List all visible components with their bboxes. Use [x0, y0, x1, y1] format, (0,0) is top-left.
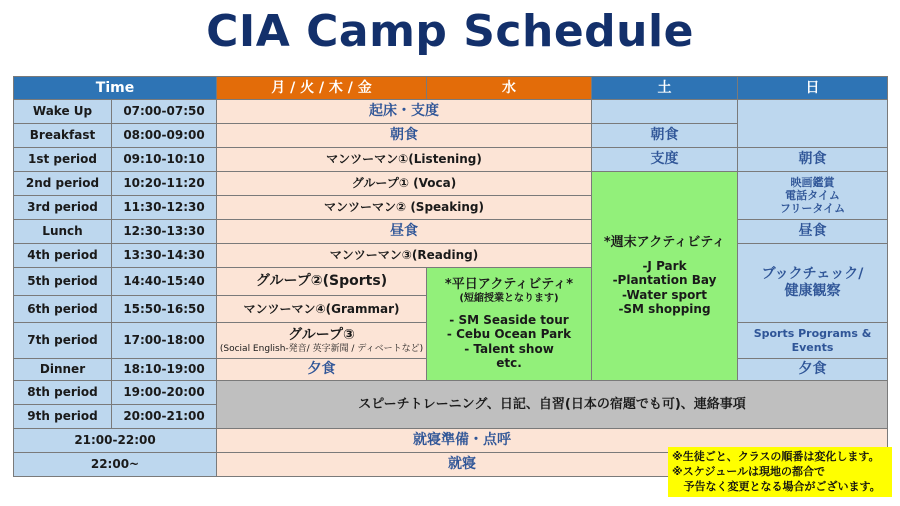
row-label: 4th period [14, 244, 112, 268]
row-time: 21:00-22:00 [14, 429, 217, 453]
header-sun: 日 [738, 77, 888, 100]
sun-sports-line: Events [791, 340, 834, 354]
wed-activity-item: etc. [496, 356, 522, 371]
wed-activity-title: *平日アクティビティ* [444, 277, 574, 293]
wed-activity-item: - SM Seaside tour [449, 313, 569, 328]
row-time: 17:00-18:00 [112, 323, 217, 359]
row-label: 5th period [14, 268, 112, 296]
header-wed: 水 [427, 77, 592, 100]
wed-activity-spacer [427, 305, 591, 313]
row-time: 19:00-20:00 [112, 381, 217, 405]
cell-sun-dinner: 夕食 [738, 359, 888, 381]
notice-line: ※生徒ごと、クラスの順番は変化します。 [672, 450, 880, 463]
row-label: Dinner [14, 359, 112, 381]
cell-p7 [217, 323, 427, 359]
cell-p3: マンツーマン② (Speaking) [217, 196, 592, 220]
row-time: 22:00~ [14, 453, 217, 477]
cell-sun-free [738, 172, 888, 220]
cell-sun-sports [738, 323, 888, 359]
sat-activity-title: *週末アクティビティ [603, 235, 726, 251]
sat-activity-item: -Plantation Bay [612, 273, 717, 288]
row-time: 20:00-21:00 [112, 405, 217, 429]
row-label: 7th period [14, 323, 112, 359]
notice-line: ※スケジュールは現地の都合で [672, 465, 826, 478]
header-sat: 土 [592, 77, 738, 100]
cell-sat-p1: 支度 [592, 148, 738, 172]
cell-p5: グループ②(Sports) [217, 268, 427, 296]
bedprep-text: 就寝準備・点呼 [413, 432, 511, 449]
sat-activity-item: -Water sport [622, 287, 707, 302]
row-time: 11:30-12:30 [112, 196, 217, 220]
cell-sat-breakfast: 朝食 [592, 124, 738, 148]
row-label: 9th period [14, 405, 112, 429]
sun-checkout-line: 健康観察 [784, 283, 841, 299]
cell-dinner: 夕食 [217, 359, 427, 381]
sun-sports-line: Sports Programs & [753, 327, 872, 341]
row-label: 2nd period [14, 172, 112, 196]
wed-activity-note: (短縮授業となります) [459, 293, 559, 305]
sun-free-item: フリータイム [779, 202, 846, 216]
row-label: 1st period [14, 148, 112, 172]
cell-wed-activity [427, 268, 592, 381]
cell-sat-wakeup [592, 100, 738, 124]
row-time: 18:10-19:00 [112, 359, 217, 381]
row-time: 13:30-14:30 [112, 244, 217, 268]
row-time: 10:20-11:20 [112, 172, 217, 196]
row-label: Lunch [14, 220, 112, 244]
row-label: 3rd period [14, 196, 112, 220]
cell-sat-activity [592, 172, 738, 381]
cell-p4: マンツーマン③(Reading) [217, 244, 592, 268]
row-time: 14:40-15:40 [112, 268, 217, 296]
notice-line: 予告なく変更となる場合がございます。 [672, 480, 881, 493]
row-label: 6th period [14, 296, 112, 323]
header-weekday: 月 / 火 / 木 / 金 [217, 77, 427, 100]
row-time: 09:10-10:10 [112, 148, 217, 172]
cell-lunch: 昼食 [217, 220, 592, 244]
sat-activity-item: -J Park [642, 259, 687, 274]
schedule-table [13, 76, 888, 477]
row-time: 12:30-13:30 [112, 220, 217, 244]
p7-title: グループ③ [288, 326, 355, 343]
cell-evening: スピーチトレーニング、日記、自習(日本の宿題でも可)、連絡事項 [217, 381, 888, 429]
sat-activity-item: -SM shopping [618, 302, 711, 317]
row-time: 07:00-07:50 [112, 100, 217, 124]
wed-activity-item: - Talent show [464, 341, 554, 356]
page-title: CIA Camp Schedule [206, 6, 694, 57]
header-time: Time [14, 77, 217, 100]
row-time: 15:50-16:50 [112, 296, 217, 323]
sun-checkout-line: ブックチェック/ [761, 266, 864, 283]
sat-activity-spacer [592, 251, 737, 259]
row-label: 8th period [14, 381, 112, 405]
sleep-text: 就寝 [448, 456, 476, 473]
sun-free-item: 電話タイム [785, 188, 840, 202]
p7-subtitle: (Social English-発音/ 英字新聞 / ディベートなど) [219, 343, 424, 354]
cell-p6: マンツーマン④(Grammar) [217, 296, 427, 323]
notice-box [668, 447, 892, 497]
cell-sun-morning [738, 100, 888, 148]
cell-wakeup: 起床・支度 [217, 100, 592, 124]
cell-p2: グループ① (Voca) [217, 172, 592, 196]
row-label: Wake Up [14, 100, 112, 124]
row-label: Breakfast [14, 124, 112, 148]
cell-p1: マンツーマン①(Listening) [217, 148, 592, 172]
cell-breakfast: 朝食 [217, 124, 592, 148]
cell-sun-checkout [738, 244, 888, 323]
cell-sun-breakfast: 朝食 [738, 148, 888, 172]
cell-sun-lunch: 昼食 [738, 220, 888, 244]
wed-activity-item: - Cebu Ocean Park [446, 327, 572, 342]
sun-free-item: 映画鑑賞 [790, 175, 835, 189]
row-time: 08:00-09:00 [112, 124, 217, 148]
